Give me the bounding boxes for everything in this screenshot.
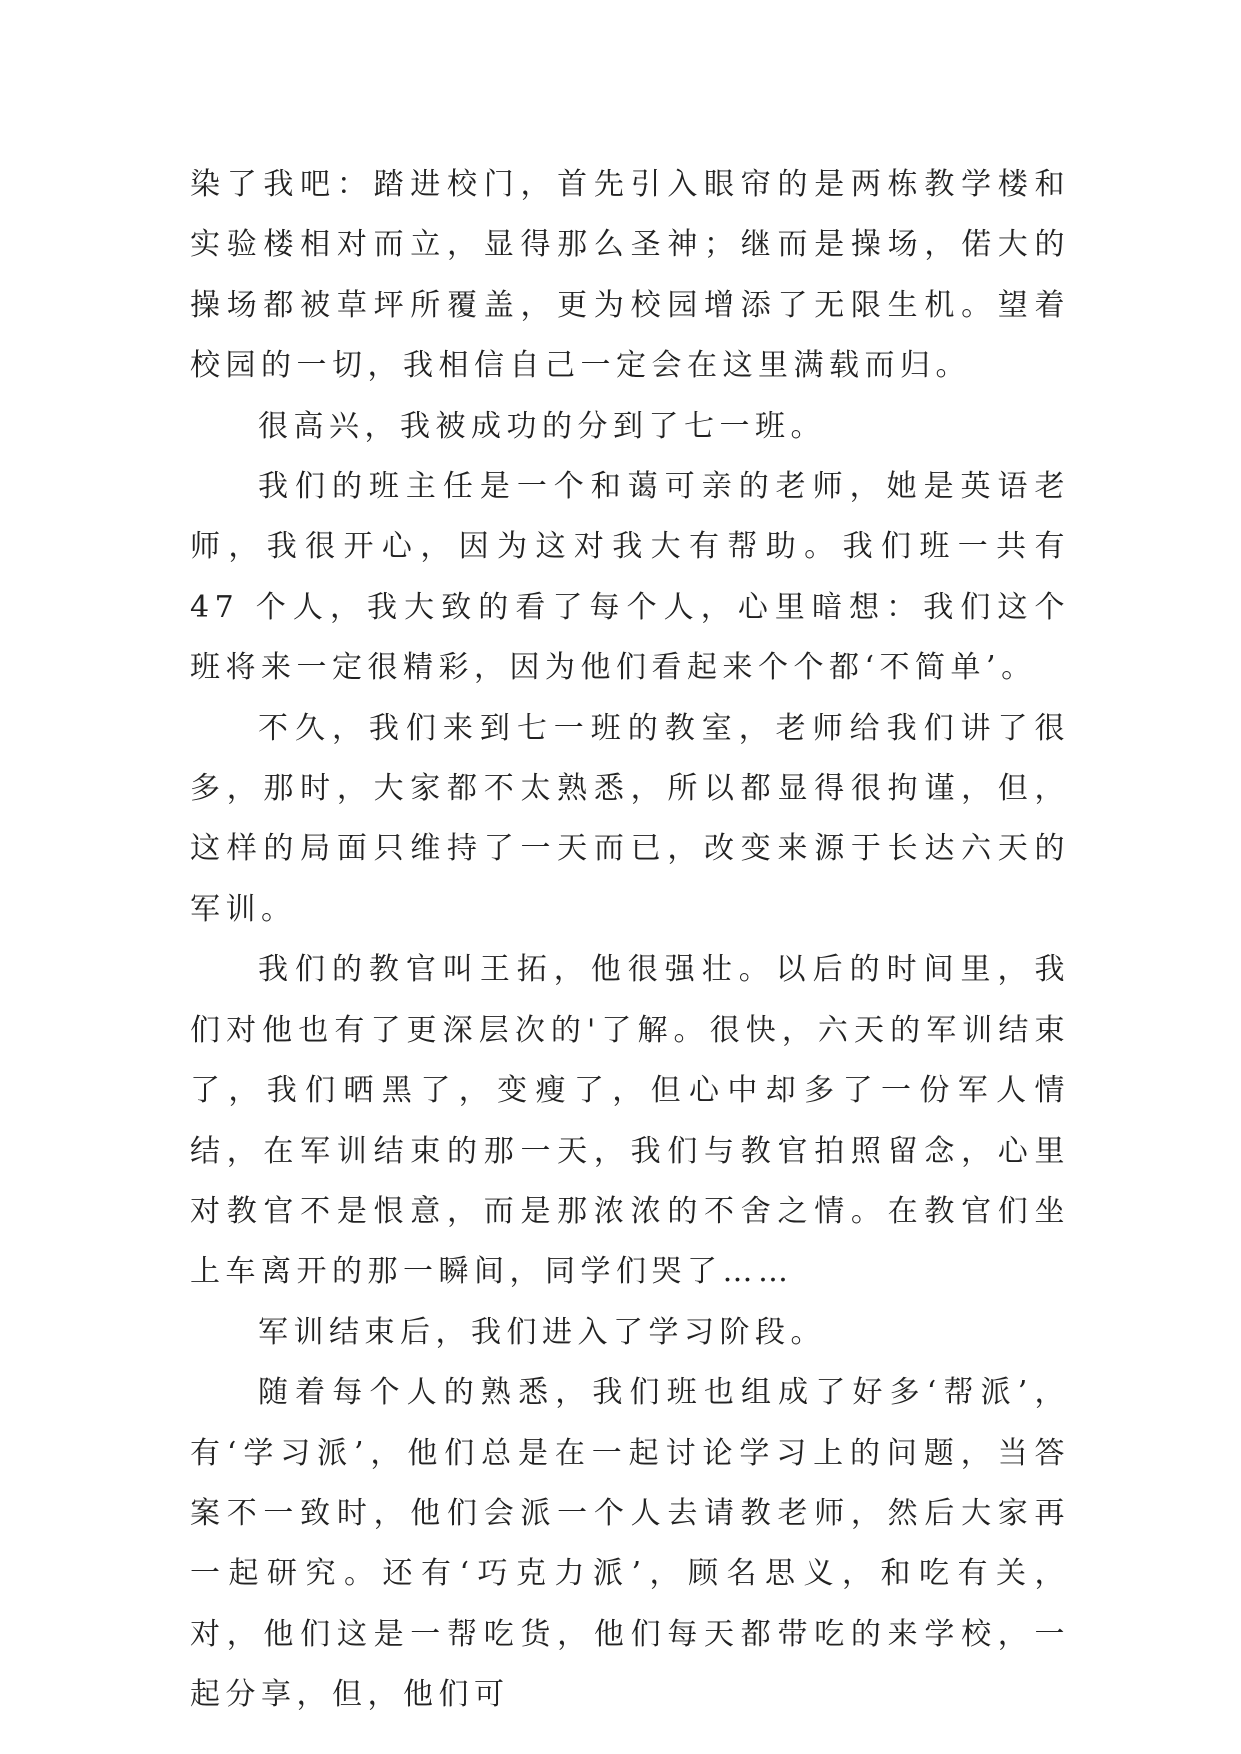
paragraph-7: 随着每个人的熟悉，我们班也组成了好多‘帮派’，有‘学习派’，他们总是在一起讨论学习上的问题，当答案不一致时，他们会派一个人去请教老师，然后大家再一起研究。还有‘巧克力派’，顾名思义，和吃有关，对，他们这是一帮吃货，他们每天都带吃的来学校，一起分享，但，他们可 <box>190 1375 1070 1713</box>
paragraph-4: 不久，我们来到七一班的教室，老师给我们讲了很多，那时，大家都不太熟悉，所以都显得很拘谨，但，这样的局面只维持了一天而已，改变来源于长达六天的军训。 <box>190 710 1070 927</box>
paragraph-1: 染了我吧：踏进校门，首先引入眼帘的是两栋教学楼和实验楼相对而立，显得那么圣神；继而是操场，偌大的操场都被草坪所覆盖，更为校园增添了无限生机。望着校园的一切，我相信自己一定会在这里满载而归。 <box>190 167 1070 384</box>
paragraph-6: 军训结束后，我们进入了学习阶段。 <box>258 1314 826 1350</box>
document-page <box>190 155 1070 1726</box>
paragraph-2: 很高兴，我被成功的分到了七一班。 <box>258 408 826 444</box>
paragraph-5: 我们的教官叫王拓，他很强壮。以后的时间里，我们对他也有了更深层次的'了解。很快，六天的军训结束了，我们晒黑了，变瘦了，但心中却多了一份军人情结，在军训结束的那一天，我们与教官拍照留念，心里对教官不是恨意，而是那浓浓的不舍之情。在教官们坐上车离开的那一瞬间，同学们哭了…… <box>190 952 1070 1290</box>
paragraph-3: 我们的班主任是一个和蔼可亲的老师，她是英语老师，我很开心，因为这对我大有帮助。我们班一共有 47 个人，我大致的看了每个人，心里暗想：我们这个班将来一定很精彩，因为他们看起来个个都‘不简单’。 <box>190 469 1070 686</box>
